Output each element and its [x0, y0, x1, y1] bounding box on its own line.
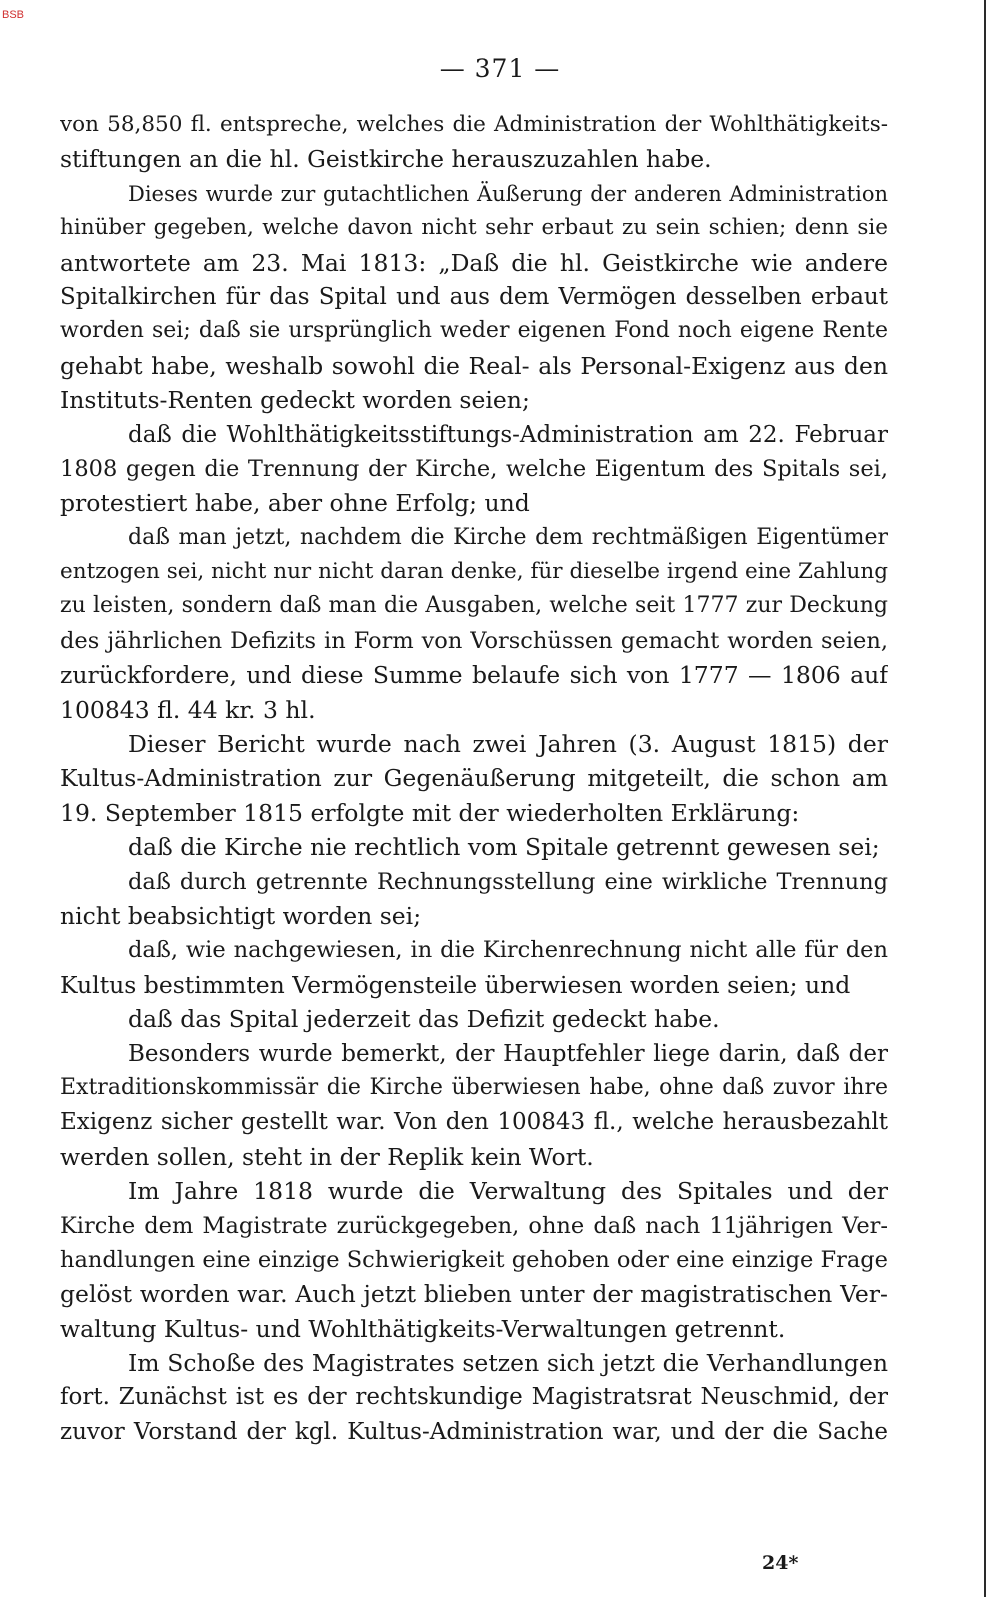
text-line: Extraditionskommissär die Kirche überwiesen habe, ohne daß zuvor ihre [60, 1074, 888, 1100]
text-line: von 58,850 fl. entspreche, welches die Administration der Wohlthätigkeits- [60, 112, 888, 137]
text-line: 1808 gegen die Trennung der Kirche, welche Eigentum des Spitals sei, [60, 455, 888, 482]
library-mark: BSB [2, 9, 25, 21]
text-line: entzogen sei, nicht nur nicht daran denke, für dieselbe irgend eine Zahlung [60, 559, 888, 585]
text-line: daß, wie nachgewiesen, in die Kirchenrechnung nicht alle für den [128, 937, 888, 964]
text-line: stiftungen an die hl. Geistkirche herauszuzahlen habe. [60, 145, 712, 174]
text-line: daß das Spital jederzeit das Defizit gedeckt habe. [128, 1005, 720, 1034]
text-line: gehabt habe, weshalb sowohl die Real- als Personal-Exigenz aus den [60, 351, 888, 380]
text-line: nicht beabsichtigt worden sei; [60, 901, 422, 930]
text-line: Im Jahre 1818 wurde die Verwaltung des Spitales und der [128, 1177, 888, 1206]
page-number: — 371 — [439, 54, 561, 83]
text-line: Kultus-Administration zur Gegenäußerung mitgeteilt, die schon am [60, 764, 888, 793]
text-line: Instituts-Renten gedeckt worden seien; [60, 386, 530, 415]
text-line: Dieses wurde zur gutachtlichen Äußerung der anderen Administration [128, 181, 888, 206]
text-line: daß man jetzt, nachdem die Kirche dem rechtmäßigen Eigentümer [128, 524, 888, 550]
body-text [60, 108, 888, 1449]
text-line: waltung Kultus- und Wohlthätigkeits-Verwaltungen getrennt. [60, 1314, 786, 1343]
text-line: handlungen eine einzige Schwierigkeit gehoben oder eine einzige Frage [60, 1246, 888, 1273]
text-line: 19. September 1815 erfolgte mit der wiederholten Erklärung: [60, 798, 800, 827]
signature-mark: 24* [762, 1552, 799, 1574]
page-edge-border [984, 0, 986, 1597]
text-line: zurückfordere, und diese Summe belaufe sich von 1777 — 1806 auf [60, 661, 888, 690]
text-line: worden sei; daß sie ursprünglich weder eigenen Fond noch eigene Rente [60, 318, 888, 344]
text-line: antwortete am 23. Mai 1813: „Daß die hl. Geistkirche wie andere [60, 248, 888, 277]
text-line: zuvor Vorstand der kgl. Kultus-Administration war, und der die Sache [60, 1418, 888, 1445]
text-line: Kultus bestimmten Vermögensteile überwiesen worden seien; und [60, 970, 851, 999]
text-line: Spitalkirchen für das Spital und aus dem Vermögen desselben erbaut [60, 283, 888, 310]
text-line: protestiert habe, aber ohne Erfolg; und [60, 489, 530, 518]
text-line: hinüber gegeben, welche davon nicht sehr erbaut zu sein schien; denn sie [60, 215, 888, 241]
text-line: daß die Wohlthätigkeitsstiftungs-Administration am 22. Februar [128, 421, 888, 448]
text-line: Dieser Bericht wurde nach zwei Jahren (3. August 1815) der [128, 730, 888, 759]
text-line: werden sollen, steht in der Replik kein Wort. [60, 1142, 594, 1171]
text-line: gelöst worden war. Auch jetzt blieben unter der magistratischen Ver- [60, 1280, 888, 1309]
text-line: 100843 fl. 44 kr. 3 hl. [60, 695, 316, 724]
text-line: daß durch getrennte Rechnungsstellung eine wirkliche Trennung [128, 868, 888, 895]
text-line: daß die Kirche nie rechtlich vom Spitale getrennt gewesen sei; [128, 833, 880, 862]
text-line: Exigenz sicher gestellt war. Von den 100843 fl., welche herausbezahlt [60, 1109, 888, 1136]
text-line: fort. Zunächst ist es der rechtskundige Magistratsrat Neuschmid, der [60, 1384, 888, 1411]
text-line: des jährlichen Defizits in Form von Vorschüssen gemacht worden seien, [60, 627, 888, 654]
text-line: zu leisten, sondern daß man die Ausgaben, welche seit 1777 zur Deckung [60, 593, 888, 619]
text-line: Besonders wurde bemerkt, der Hauptfehler liege darin, daß der [128, 1040, 888, 1067]
text-line: Kirche dem Magistrate zurückgegeben, ohne daß nach 11jährigen Ver- [60, 1212, 888, 1239]
text-line: Im Schoße des Magistrates setzen sich jetzt die Verhandlungen [128, 1349, 888, 1378]
